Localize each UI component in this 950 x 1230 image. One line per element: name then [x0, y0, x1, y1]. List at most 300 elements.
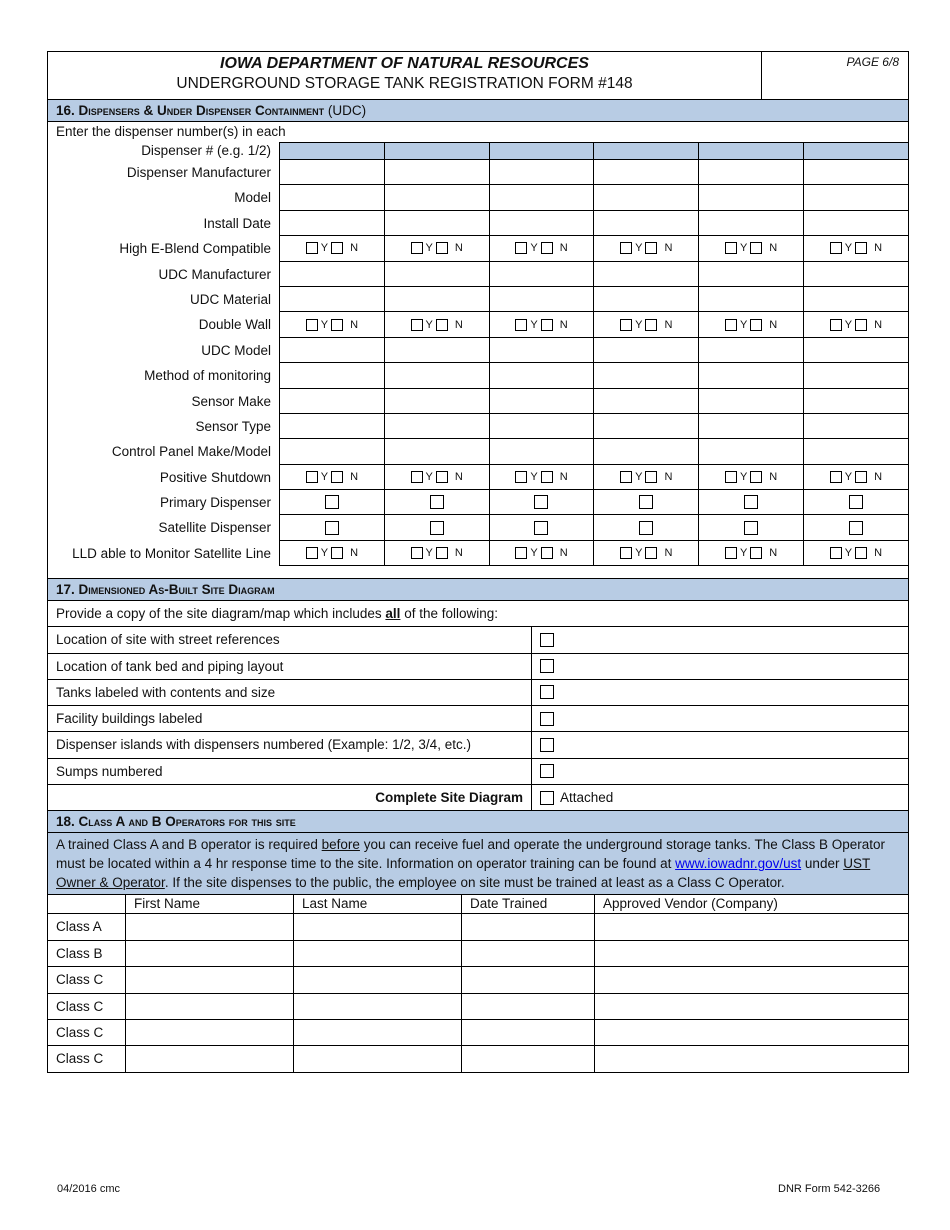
operator-column-header: Date Trained — [462, 895, 595, 913]
yes-checkbox[interactable] — [725, 242, 737, 254]
dispenser-row — [48, 236, 908, 261]
dispenser-cell[interactable] — [698, 287, 803, 312]
dispenser-cell[interactable] — [489, 389, 594, 414]
dispenser-row-label: Sensor Type — [195, 418, 271, 434]
no-checkbox[interactable] — [645, 319, 657, 331]
dispenser-cell[interactable] — [279, 287, 384, 312]
yes-checkbox[interactable] — [620, 547, 632, 559]
no-checkbox[interactable] — [541, 242, 553, 254]
dispenser-cell[interactable] — [698, 142, 803, 160]
dispenser-row — [48, 211, 908, 236]
operator-class-label: Class C — [48, 1046, 126, 1071]
operator-input-cell[interactable] — [595, 967, 908, 992]
dispenser-cell[interactable] — [593, 338, 698, 363]
dispenser-cell — [279, 465, 384, 490]
yes-label: Y — [739, 242, 748, 255]
dispenser-cell — [593, 312, 698, 337]
yes-checkbox[interactable] — [306, 471, 318, 483]
operator-input-cell[interactable] — [462, 967, 595, 992]
site-diagram-item-label: Facility buildings labeled — [48, 706, 532, 731]
no-checkbox[interactable] — [750, 319, 762, 331]
operator-input-cell[interactable] — [294, 1046, 462, 1071]
dispenser-cell[interactable] — [279, 211, 384, 236]
dispenser-cell — [698, 465, 803, 490]
dispenser-type-checkbox[interactable] — [744, 521, 758, 535]
dispenser-cell[interactable] — [384, 262, 489, 287]
yes-checkbox[interactable] — [515, 242, 527, 254]
operator-input-cell[interactable] — [294, 994, 462, 1019]
no-checkbox[interactable] — [645, 242, 657, 254]
no-checkbox[interactable] — [436, 547, 448, 559]
operator-row — [48, 1046, 908, 1071]
operator-input-cell[interactable] — [126, 967, 294, 992]
dispenser-cell[interactable] — [279, 142, 384, 160]
yes-label: Y — [425, 547, 433, 560]
dispenser-cell[interactable] — [279, 185, 384, 210]
operator-input-cell[interactable] — [462, 1046, 595, 1071]
dispenser-cell[interactable] — [698, 262, 803, 287]
yes-checkbox[interactable] — [411, 471, 423, 483]
dispenser-type-checkbox[interactable] — [534, 495, 548, 509]
dispenser-cell[interactable] — [593, 211, 698, 236]
dispenser-row-label: Method of monitoring — [144, 368, 271, 384]
attached-checkbox[interactable] — [540, 791, 554, 805]
no-label: N — [454, 318, 463, 331]
yes-checkbox[interactable] — [306, 319, 318, 331]
section-16-header — [48, 100, 908, 122]
yes-no-group — [725, 242, 777, 254]
yes-checkbox[interactable] — [411, 242, 423, 254]
operator-input-cell[interactable] — [595, 1046, 908, 1071]
dispenser-cell — [698, 541, 803, 566]
operator-input-cell[interactable] — [462, 1020, 595, 1045]
dispenser-row-label: Positive Shutdown — [159, 469, 271, 485]
complete-site-diagram-label: Complete Site Diagram — [48, 785, 532, 810]
yes-label: Y — [530, 318, 538, 331]
dispenser-cell[interactable] — [489, 439, 594, 464]
no-checkbox[interactable] — [436, 242, 448, 254]
operator-row — [48, 941, 908, 967]
operator-input-cell[interactable] — [462, 941, 595, 966]
operator-input-cell[interactable] — [462, 914, 595, 939]
dispenser-cell — [698, 236, 803, 261]
dispenser-cell[interactable] — [384, 160, 489, 185]
site-diagram-item-label: Location of tank bed and piping layout — [48, 654, 532, 679]
yes-label: Y — [635, 242, 643, 255]
yes-checkbox[interactable] — [515, 319, 527, 331]
dispenser-cell[interactable] — [593, 287, 698, 312]
operator-input-cell[interactable] — [126, 941, 294, 966]
operator-table-header — [48, 895, 908, 914]
dispenser-cell[interactable] — [698, 414, 803, 439]
site-diagram-item-label: Location of site with street references — [48, 627, 532, 652]
operator-input-cell[interactable] — [126, 1020, 294, 1045]
dispenser-cell[interactable] — [489, 414, 594, 439]
site-diagram-item-check-cell — [532, 732, 908, 757]
yes-label: Y — [320, 242, 329, 255]
dispenser-cell[interactable] — [803, 287, 908, 312]
para-owner-operator: UST Owner & Operator — [56, 856, 871, 891]
dispenser-type-checkbox[interactable] — [849, 495, 863, 509]
yes-checkbox[interactable] — [830, 471, 842, 483]
para-part-1: A trained Class A and B operator is required — [56, 837, 322, 853]
yes-no-group — [411, 242, 463, 254]
dispenser-row-label: UDC Material — [189, 291, 271, 307]
dispenser-cell[interactable] — [489, 338, 594, 363]
dispenser-cell[interactable] — [384, 338, 489, 363]
yes-no-group — [306, 547, 358, 559]
no-label: N — [664, 470, 673, 483]
yes-label: Y — [635, 547, 643, 560]
yes-checkbox[interactable] — [306, 547, 318, 559]
no-label: N — [769, 470, 778, 483]
dispenser-cell — [279, 541, 384, 566]
dispenser-cell — [593, 541, 698, 566]
dispenser-cell[interactable] — [279, 160, 384, 185]
yes-label: Y — [739, 318, 748, 331]
dispenser-cell[interactable] — [279, 414, 384, 439]
dispenser-row-label: High E-Blend Compatible — [119, 241, 271, 257]
dispenser-type-checkbox[interactable] — [430, 495, 444, 509]
yes-no-group — [306, 242, 358, 254]
yes-checkbox[interactable] — [306, 242, 318, 254]
no-checkbox[interactable] — [855, 471, 867, 483]
site-diagram-item-row — [48, 627, 908, 653]
dispenser-cell — [803, 541, 908, 566]
operator-input-cell[interactable] — [126, 914, 294, 939]
yes-label: Y — [635, 318, 643, 331]
operator-row — [48, 1020, 908, 1046]
dispenser-row — [48, 142, 908, 160]
no-checkbox[interactable] — [436, 319, 448, 331]
operator-input-cell[interactable] — [294, 914, 462, 939]
dispenser-cell[interactable] — [279, 389, 384, 414]
yes-label: Y — [844, 318, 853, 331]
operator-input-cell[interactable] — [595, 914, 908, 939]
no-checkbox[interactable] — [331, 547, 343, 559]
no-label: N — [874, 318, 883, 331]
intro-after: of the following: — [400, 606, 498, 622]
dispenser-cell[interactable] — [698, 211, 803, 236]
site-diagram-item-checkbox[interactable] — [540, 659, 554, 673]
dispenser-row — [48, 465, 908, 490]
yes-no-group — [620, 547, 672, 559]
dispenser-type-checkbox[interactable] — [744, 495, 758, 509]
yes-label: Y — [739, 547, 748, 560]
intro-emphasis: all — [385, 606, 401, 622]
no-label: N — [769, 547, 778, 560]
dispenser-cell — [698, 312, 803, 337]
footer-form-number: DNR Form 542-3266 — [778, 1183, 881, 1195]
dispenser-cell — [803, 515, 908, 540]
dispenser-cell — [279, 312, 384, 337]
operator-input-cell[interactable] — [126, 994, 294, 1019]
dispenser-cell[interactable] — [489, 160, 594, 185]
no-label: N — [769, 318, 778, 331]
dispenser-row-label: Model — [234, 190, 271, 206]
dispenser-cell[interactable] — [803, 262, 908, 287]
yes-checkbox[interactable] — [830, 242, 842, 254]
dispenser-cell[interactable] — [698, 389, 803, 414]
dispenser-cell[interactable] — [593, 389, 698, 414]
dispenser-cell[interactable] — [489, 262, 594, 287]
dispenser-row — [48, 363, 908, 388]
yes-label: Y — [530, 547, 538, 560]
dispenser-cell[interactable] — [803, 389, 908, 414]
site-diagram-item-row — [48, 732, 908, 758]
yes-checkbox[interactable] — [620, 242, 632, 254]
dispenser-cell — [279, 236, 384, 261]
site-diagram-item-check-cell — [532, 759, 908, 784]
yes-no-group — [411, 319, 463, 331]
form-title: UNDERGROUND STORAGE TANK REGISTRATION FORM #148 — [176, 75, 633, 92]
dispenser-row — [48, 338, 908, 363]
yes-no-group — [620, 319, 672, 331]
para-part-4: . If the site dispenses to the public, the employee on site must be trained at least as a Class C Operator. — [164, 875, 785, 891]
dispenser-cell[interactable] — [698, 363, 803, 388]
complete-site-diagram-row — [48, 785, 908, 811]
dispenser-row-label: Sensor Make — [191, 393, 271, 409]
dispenser-cell — [384, 515, 489, 540]
yes-label: Y — [844, 547, 853, 560]
yes-label: Y — [425, 470, 433, 483]
dispenser-cell[interactable] — [803, 414, 908, 439]
yes-checkbox[interactable] — [830, 547, 842, 559]
yes-checkbox[interactable] — [725, 319, 737, 331]
dispenser-cell[interactable] — [384, 363, 489, 388]
no-label: N — [874, 547, 883, 560]
dispenser-cell[interactable] — [803, 439, 908, 464]
operator-input-cell[interactable] — [294, 967, 462, 992]
dispenser-cell[interactable] — [803, 363, 908, 388]
dispenser-cell[interactable] — [593, 160, 698, 185]
dispenser-row-label: Primary Dispenser — [159, 495, 271, 511]
dispenser-cell — [384, 236, 489, 261]
dispenser-cell[interactable] — [489, 142, 594, 160]
dispenser-cell[interactable] — [803, 185, 908, 210]
dispenser-cell[interactable] — [593, 363, 698, 388]
operator-column-header: First Name — [126, 895, 294, 913]
no-label: N — [454, 547, 463, 560]
yes-no-group — [306, 319, 358, 331]
dispenser-cell[interactable] — [384, 142, 489, 160]
operator-instructions — [48, 833, 908, 895]
operator-input-cell[interactable] — [595, 1020, 908, 1045]
dispenser-cell — [803, 236, 908, 261]
yes-checkbox[interactable] — [411, 319, 423, 331]
dispenser-cell — [593, 490, 698, 515]
dispenser-row-label: Double Wall — [198, 317, 271, 333]
no-label: N — [874, 242, 883, 255]
yes-checkbox[interactable] — [515, 547, 527, 559]
site-diagram-items — [48, 627, 908, 785]
no-checkbox[interactable] — [750, 242, 762, 254]
dispenser-row — [48, 160, 908, 185]
no-checkbox[interactable] — [331, 319, 343, 331]
no-checkbox[interactable] — [541, 547, 553, 559]
dispenser-cell[interactable] — [489, 287, 594, 312]
no-checkbox[interactable] — [331, 471, 343, 483]
operator-column-header: Approved Vendor (Company) — [603, 896, 778, 912]
no-checkbox[interactable] — [645, 471, 657, 483]
site-diagram-item-checkbox[interactable] — [540, 685, 554, 699]
yes-checkbox[interactable] — [515, 471, 527, 483]
no-label: N — [350, 470, 359, 483]
yes-checkbox[interactable] — [725, 547, 737, 559]
dispenser-cell — [489, 515, 594, 540]
operator-row — [48, 967, 908, 993]
dispenser-row-label: UDC Model — [201, 342, 271, 358]
dispenser-type-checkbox[interactable] — [639, 521, 653, 535]
dispenser-cell[interactable] — [593, 262, 698, 287]
dispenser-cell — [489, 490, 594, 515]
operator-input-cell[interactable] — [294, 941, 462, 966]
dispenser-type-checkbox[interactable] — [534, 521, 548, 535]
dispenser-cell[interactable] — [803, 142, 908, 160]
dispenser-row — [48, 185, 908, 210]
form-header — [48, 52, 908, 100]
no-label: N — [559, 318, 568, 331]
no-checkbox[interactable] — [750, 547, 762, 559]
no-label: N — [350, 318, 359, 331]
dispenser-cell[interactable] — [593, 142, 698, 160]
dispenser-cell — [803, 490, 908, 515]
yes-no-group — [830, 242, 882, 254]
grid-spacer — [48, 566, 908, 579]
page-number: PAGE 6/8 — [846, 55, 899, 69]
yes-no-group — [515, 319, 567, 331]
dispenser-cell[interactable] — [489, 363, 594, 388]
no-checkbox[interactable] — [750, 471, 762, 483]
yes-label: Y — [530, 242, 538, 255]
operator-input-cell[interactable] — [126, 1046, 294, 1071]
site-diagram-item-label: Sumps numbered — [48, 759, 532, 784]
dispenser-cell[interactable] — [593, 185, 698, 210]
no-checkbox[interactable] — [331, 242, 343, 254]
dispenser-cell[interactable] — [698, 160, 803, 185]
dispenser-row — [48, 439, 908, 464]
no-checkbox[interactable] — [645, 547, 657, 559]
site-diagram-item-row — [48, 654, 908, 680]
dispenser-cell[interactable] — [489, 185, 594, 210]
no-label: N — [769, 242, 778, 255]
attached-cell — [532, 785, 908, 810]
no-checkbox[interactable] — [436, 471, 448, 483]
dispenser-row-label: Dispenser Manufacturer — [126, 165, 271, 180]
no-label: N — [454, 242, 463, 255]
dispenser-cell[interactable] — [803, 160, 908, 185]
dispenser-cell[interactable] — [384, 439, 489, 464]
no-checkbox[interactable] — [541, 471, 553, 483]
dispenser-cell — [384, 312, 489, 337]
yes-checkbox[interactable] — [620, 471, 632, 483]
header-titles — [48, 52, 762, 99]
dispenser-row — [48, 312, 908, 337]
dispenser-cell[interactable] — [698, 439, 803, 464]
no-label: N — [664, 547, 673, 560]
operator-class-label: Class A — [48, 914, 126, 939]
dispenser-cell — [698, 490, 803, 515]
dispenser-cell[interactable] — [489, 211, 594, 236]
dispenser-cell[interactable] — [803, 211, 908, 236]
dispenser-cell — [279, 490, 384, 515]
site-diagram-item-checkbox[interactable] — [540, 764, 554, 778]
yes-label: Y — [844, 470, 853, 483]
dispenser-cell[interactable] — [279, 338, 384, 363]
dispenser-cell[interactable] — [384, 287, 489, 312]
dispenser-type-checkbox[interactable] — [639, 495, 653, 509]
dispenser-cell[interactable] — [803, 338, 908, 363]
dispenser-type-checkbox[interactable] — [325, 495, 339, 509]
dnr-ust-link[interactable]: www.iowadnr.gov/ust — [675, 856, 802, 872]
intro-before: Provide a copy of the site diagram/map which includes — [56, 606, 386, 622]
site-diagram-item-check-cell — [532, 680, 908, 705]
yes-no-group — [515, 242, 567, 254]
dispenser-cell[interactable] — [698, 338, 803, 363]
dispenser-cell — [593, 236, 698, 261]
agency-name: IOWA DEPARTMENT OF NATURAL RESOURCES — [220, 55, 589, 72]
dispenser-cell[interactable] — [384, 185, 489, 210]
dispenser-type-checkbox[interactable] — [430, 521, 444, 535]
yes-checkbox[interactable] — [620, 319, 632, 331]
operator-input-cell[interactable] — [595, 941, 908, 966]
yes-no-group — [620, 242, 672, 254]
yes-label: Y — [530, 470, 538, 483]
operator-input-cell[interactable] — [294, 1020, 462, 1045]
dispenser-row-label: Install Date — [203, 215, 271, 231]
dispenser-cell[interactable] — [593, 414, 698, 439]
dispenser-cell[interactable] — [384, 389, 489, 414]
dispenser-cell[interactable] — [279, 439, 384, 464]
dispenser-type-checkbox[interactable] — [325, 521, 339, 535]
dispenser-cell[interactable] — [279, 363, 384, 388]
no-checkbox[interactable] — [855, 547, 867, 559]
no-checkbox[interactable] — [855, 242, 867, 254]
operator-input-cell[interactable] — [462, 994, 595, 1019]
dispenser-row-label: Satellite Dispenser — [158, 520, 271, 536]
no-label: N — [454, 470, 463, 483]
no-label: N — [559, 470, 568, 483]
operator-class-label: Class B — [48, 941, 126, 966]
no-label: N — [350, 547, 359, 560]
dispenser-cell[interactable] — [384, 414, 489, 439]
yes-checkbox[interactable] — [725, 471, 737, 483]
site-diagram-item-checkbox[interactable] — [540, 633, 554, 647]
dispenser-cell — [384, 541, 489, 566]
operator-input-cell[interactable] — [595, 994, 908, 1019]
no-checkbox[interactable] — [541, 319, 553, 331]
site-diagram-item-checkbox[interactable] — [540, 712, 554, 726]
site-diagram-item-row — [48, 706, 908, 732]
yes-checkbox[interactable] — [411, 547, 423, 559]
site-diagram-item-row — [48, 759, 908, 785]
site-diagram-item-label: Dispenser islands with dispensers numbered (Example: 1/2, 3/4, etc.) — [48, 732, 532, 757]
dispenser-cell — [803, 465, 908, 490]
site-diagram-item-checkbox[interactable] — [540, 738, 554, 752]
yes-no-group — [620, 471, 672, 483]
dispenser-cell[interactable] — [279, 262, 384, 287]
dispenser-row — [48, 414, 908, 439]
dispenser-type-checkbox[interactable] — [849, 521, 863, 535]
yes-checkbox[interactable] — [830, 319, 842, 331]
dispenser-cell[interactable] — [384, 211, 489, 236]
dispenser-cell[interactable] — [698, 185, 803, 210]
dispenser-cell[interactable] — [593, 439, 698, 464]
no-checkbox[interactable] — [855, 319, 867, 331]
no-label: N — [559, 242, 568, 255]
site-diagram-item-row — [48, 680, 908, 706]
site-diagram-item-check-cell — [532, 654, 908, 679]
